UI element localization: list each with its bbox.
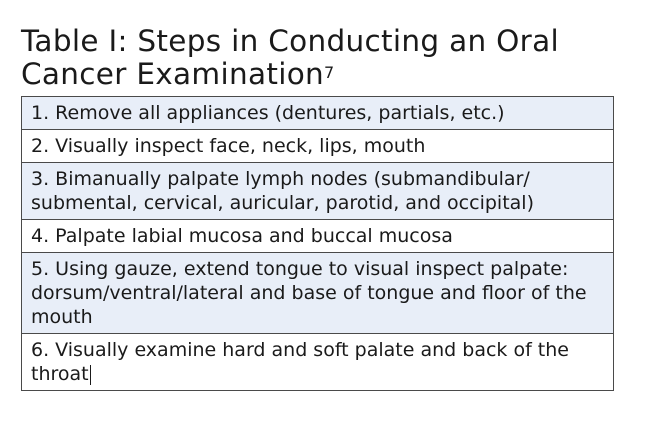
table-row[interactable] [22,334,614,391]
step-6-text[interactable]: 6. Visually examine hard and soft palate and back of the throat [31,339,569,385]
table-row [22,253,614,334]
text-cursor [90,365,91,385]
step-6-cell[interactable] [22,334,614,391]
table-row [22,97,614,130]
table-title-text: Table I: Steps in Conducting an Oral Cancer Examination [21,24,559,91]
step-2-cell: 2. Visually inspect face, neck, lips, mouth [22,130,614,163]
step-3-cell: 3. Bimanually palpate lymph nodes (submandibular/ submental, cervical, auricular, parotid, and occipital) [22,163,614,220]
citation-superscript: 7 [324,63,335,82]
table-row [22,130,614,163]
table-row [22,163,614,220]
steps-table [21,96,614,391]
table-title [21,25,621,91]
step-4-cell: 4. Palpate labial mucosa and buccal mucosa [22,220,614,253]
step-1-cell: 1. Remove all appliances (dentures, partials, etc.) [22,97,614,130]
table-row [22,220,614,253]
step-5-cell: 5. Using gauze, extend tongue to visual inspect palpate: dorsum/ventral/lateral and base of tongue and floor of the mouth [22,253,614,334]
